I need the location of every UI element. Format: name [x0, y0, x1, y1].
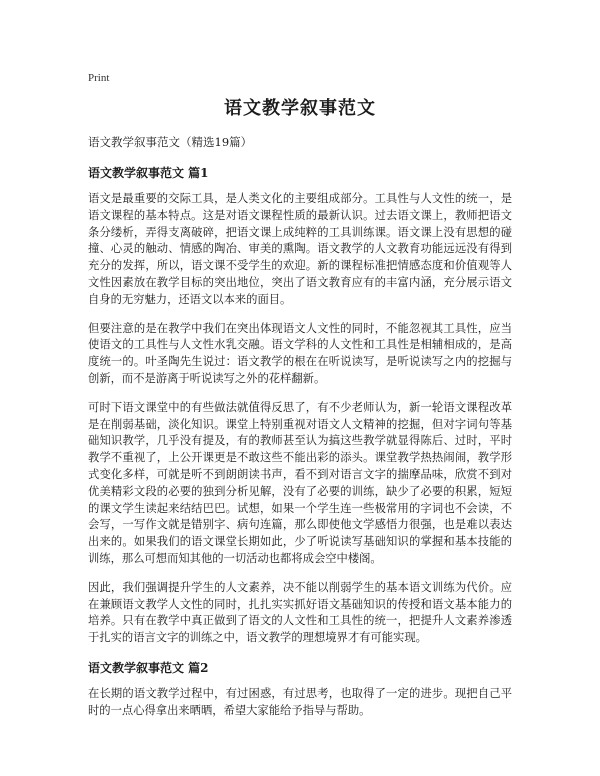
section-heading: 语文教学叙事范文 篇1: [88, 166, 209, 180]
paragraph: 可时下语文课堂中的有些做法就值得反思了，有不少老师认为，新一轮语文课程改革是在削弱基础，淡化知识。课堂上特别重视对语文人文精神的挖掘，但对字词句等基础知识教学，几乎没有提及，有的教师甚至认为搞这些教学就显得陈后、过时，平时教学不重视了，上公开课更是不敢这些不能出彩的添头。课堂教学热热闹闹，教学形式变化多样，可就是听不到朗朗读书声，看不到对语言文字的揣摩品味，欣赏不到对优美精彩文段的必要的独到分析见解，没有了必要的训练，缺少了必要的积累，短短的课文学生读起来结结巴巴。试想，如果一个学生连一些极常用的字词也不会读，不会写，一写作文就是错别字、病句连篇，那么即使他文学感悟力很强，也是难以表达出来的。如果我们的语文课堂长期如此，少了听说读写基础知识的掌握和基本技能的训练，那么可想而知其他的一切活动也都将成会空中楼阁。: [88, 400, 512, 565]
paragraph: 在长期的语文教学过程中，有过困惑，有过思考，也取得了一定的进步。现把自己平时的一点心得拿出来晒晒，希望大家能给予指导与帮助。: [88, 686, 512, 717]
section-heading: 语文教学叙事范文 篇2: [88, 660, 209, 675]
print-label: Print: [88, 72, 110, 84]
document-subtitle: 语文教学叙事范文（精选19篇）: [88, 135, 253, 149]
section-1: [88, 164, 512, 647]
section-2: [88, 659, 512, 720]
paragraph: 因此，我们强调提升学生的人文素养，决不能以削弱学生的基本语文训练为代价。应在兼顾语文教学人文性的同时，扎扎实实抓好语文基础知识的传授和语文基本能力的培养。只有在教学中真正做到了语文的人文性和工具性的统一，把提升人文素养渗透于扎实的语言文字的训练之中，语文教学的理想境界才有可能实现。: [88, 580, 512, 645]
page-title: 语文教学叙事范文: [224, 98, 376, 119]
paragraph: 语文是最重要的交际工具，是人类文化的主要组成部分。工具性与人文性的统一，是语文课程的基本特点。这是对语文课程性质的最新认识。过去语文课上，教师把语文条分缕析，弄得支离破碎，把语文课上成纯粹的工具训练课。语文课上没有思想的碰撞、心灵的触动、情感的陶冶、审美的熏陶。语文教学的人文教育功能远远没有得到充分的发挥，所以，语文课不受学生的欢迎。新的课程标准把情感态度和价值观等人文性因素放在教学目标的突出地位，突出了语文教育应有的丰富内涵，充分展示语文自身的无穷魅力，还语文以本来的面目。: [88, 192, 512, 306]
paragraph: 但要注意的是在教学中我们在突出体现语文人文性的同时，不能忽视其工具性，应当使语文的工具性与人文性水乳交融。语文学科的人文性和工具性是相辅相成的，是高度统一的。叶圣陶先生说过：语文教学的根在在听说读写，是听说读写之内的挖掘与创新，而不是游离于听说读写之外的花样翻新。: [88, 321, 512, 385]
